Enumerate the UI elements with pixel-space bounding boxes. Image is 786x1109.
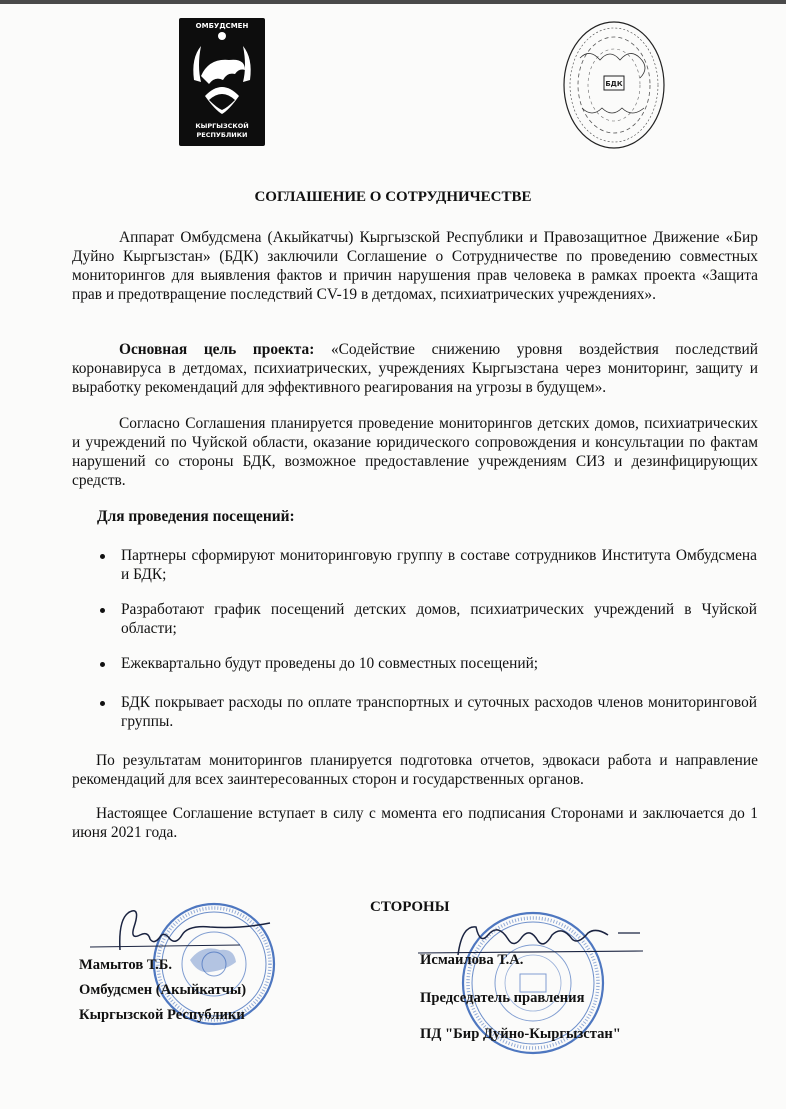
top-edge-bar: [0, 0, 786, 4]
agreement-plan-paragraph: Согласно Соглашения планируется проведение мониторингов детских домов, психиатрических и учреждений по Чуйской области, оказание юридического сопровождения и консультации по фактам нарушений со стороны БДК, возможное предоставление учреждениям СИЗ и дезинфицирующих средств.: [72, 415, 758, 489]
right-signatory-name: Исмаилова Т.А.: [420, 952, 524, 968]
bullet-item: Партнеры сформируют мониторинговую группу в составе сотрудников Института Омбудсмена и БДК;: [121, 547, 757, 583]
visits-heading: Для проведения посещений:: [97, 508, 295, 525]
left-signatory-name: Мамытов Т.Б.: [79, 957, 173, 973]
right-signatory-position: Председатель правления: [420, 990, 585, 1006]
logo-bottom-text-2: РЕСПУБЛИКИ: [196, 131, 248, 139]
document-title: СОГЛАШЕНИЕ О СОТРУДНИЧЕСТВЕ: [254, 189, 532, 205]
monitoring-results-paragraph: По результатам мониторингов планируется подготовка отчетов, эдвокаси работа и направление рекомендаций для всех заинтересованных сторон и государственных органов.: [72, 752, 758, 788]
bullet-marker: [100, 554, 105, 559]
left-signatory-country: Кыргызской Республики: [79, 1007, 245, 1023]
left-signatory-position: Омбудсмен (Акыйкатчы): [79, 982, 247, 998]
right-signatory-org: ПД "Бир Дуйно-Кыргызстан": [420, 1026, 621, 1042]
logo-bottom-text-1: КЫРГЫЗСКОЙ: [195, 122, 249, 130]
bullet-item: Ежеквартально будут проведены до 10 совместных посещений;: [121, 655, 539, 672]
bdk-logo-text: БДК: [605, 80, 623, 88]
ombudsman-signature: [90, 905, 290, 960]
ombudsman-emblem-graphic: [179, 18, 265, 146]
effective-date-paragraph: Настоящее Соглашение вступает в силу с момента его подписания Сторонами и заключается до 1 июня 2021 года.: [72, 805, 758, 841]
bullet-item: БДК покрывает расходы по оплате транспортных и суточных расходов членов мониторинговой группы.: [121, 694, 757, 730]
project-goal-label: Основная цель проекта:: [119, 341, 315, 358]
project-goal-paragraph: [72, 340, 758, 397]
ombudsman-logo: [179, 18, 265, 146]
bullet-marker: [100, 701, 105, 706]
bullet-item: Разработают график посещений детских домов, психиатрических учреждений в Чуйской области;: [121, 601, 757, 637]
intro-paragraph: Аппарат Омбудсмена (Акыйкатчы) Кыргызской Республики и Правозащитное Движение «Бир Дуйно Кыргызстан» (БДК) заключили Соглашение о Сотрудничестве по проведению совместных мониторингов для выявления фактов и причин нарушения прав человека в рамках проекта «Защита прав и предотвращение последствий CV-19 в детдомах, психиатрических учреждениях».: [72, 229, 758, 303]
bullet-marker: [100, 608, 105, 613]
bdk-logo: [560, 18, 668, 152]
parties-heading: СТОРОНЫ: [370, 899, 450, 915]
logo-top-text: ОМБУДСМЕН: [195, 22, 249, 30]
bdk-emblem-graphic: [560, 18, 668, 152]
left-signatory-block: [79, 953, 246, 1028]
project-goal-text: «Содействие снижению уровня воздействия последствий коронавируса в детдомах, психиатрических, учреждениях Кыргызстана через мониторинг, защиту и выработку рекомендаций для эффективного реагирования на угрозы в будущем».: [72, 341, 758, 396]
bullet-marker: [100, 662, 105, 667]
